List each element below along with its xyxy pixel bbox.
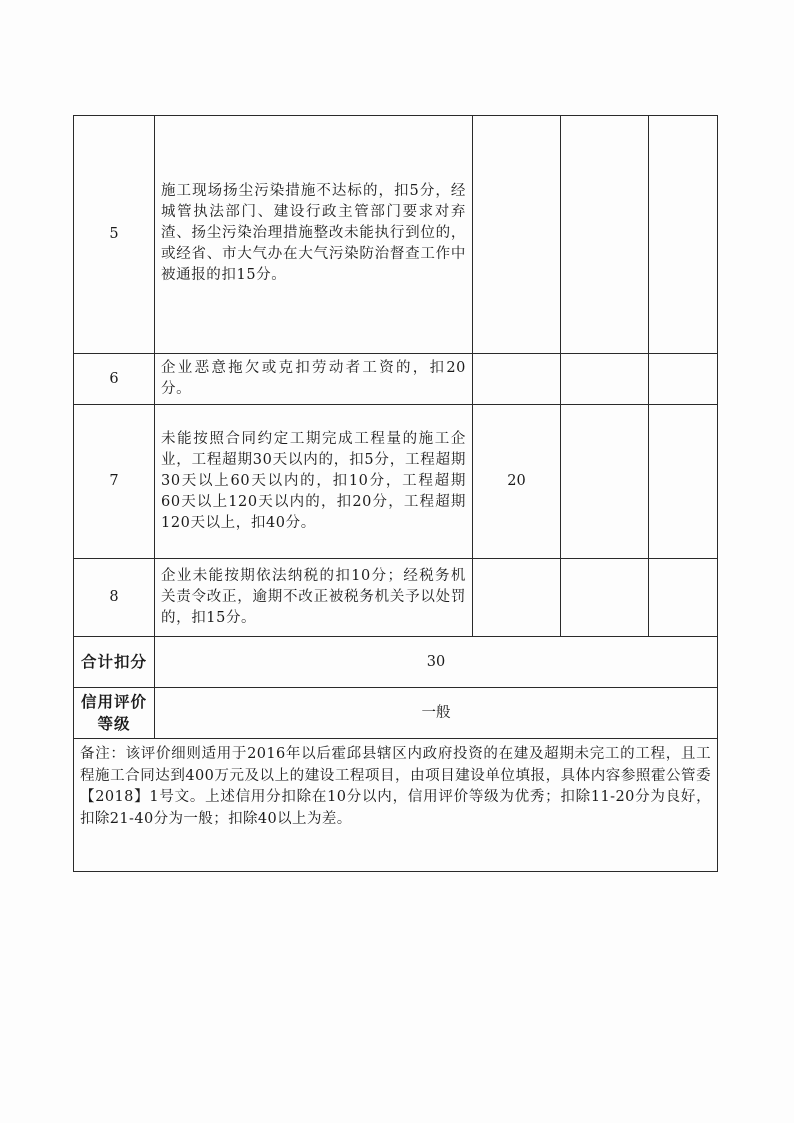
row-score (473, 559, 561, 637)
credit-score-table (73, 115, 718, 872)
table-row (74, 559, 718, 637)
total-label: 合计扣分 (74, 637, 155, 688)
total-value: 30 (155, 637, 718, 688)
table-row (74, 405, 718, 559)
row-empty-cell (561, 405, 649, 559)
note-text: 备注：该评价细则适用于2016年以后霍邱县辖区内政府投资的在建及超期未完工的工程，且工程施工合同达到400万元及以上的建设工程项目，由项目建设单位填报，具体内容参照霍公管委【2018】1号文。上述信用分扣除在10分以内，信用评价等级为优秀；扣除11-20分为良好，扣除21-40分为一般；扣除40以上为差。 (74, 739, 718, 872)
row-score: 20 (473, 405, 561, 559)
row-empty-cell (649, 116, 718, 354)
row-empty-cell (649, 354, 718, 405)
row-number: 6 (74, 354, 155, 405)
row-description-text: 施工现场扬尘污染措施不达标的，扣5分，经城管执法部门、建设行政主管部门要求对弃渣、扬尘污染治理措施整改未能执行到位的，或经省、市大气办在大气污染防治督查工作中被通报的扣15分。 (161, 183, 466, 283)
row-description: 企业未能按期依法纳税的扣10分；经税务机关责令改正，逾期不改正被税务机关予以处罚的，扣15分。 (155, 559, 473, 637)
row-number: 5 (74, 116, 155, 354)
row-empty-cell (649, 559, 718, 637)
row-description: 企业恶意拖欠或克扣劳动者工资的，扣20分。 (155, 354, 473, 405)
table-row (74, 354, 718, 405)
note-row (74, 739, 718, 872)
grade-label: 信用评价等级 (74, 688, 155, 739)
row-empty-cell (561, 559, 649, 637)
row-number: 8 (74, 559, 155, 637)
grade-value: 一般 (155, 688, 718, 739)
row-description: 未能按照合同约定工期完成工程量的施工企业，工程超期30天以内的，扣5分，工程超期30天以上60天以内的，扣10分，工程超期60天以上120天以内的，扣20分，工程超期120天以上，扣40分。 (155, 405, 473, 559)
row-score (473, 116, 561, 354)
table-row (74, 116, 718, 354)
row-number: 7 (74, 405, 155, 559)
total-row (74, 637, 718, 688)
row-empty-cell (561, 354, 649, 405)
row-score (473, 354, 561, 405)
row-description (155, 116, 473, 354)
grade-row (74, 688, 718, 739)
row-empty-cell (561, 116, 649, 354)
row-empty-cell (649, 405, 718, 559)
